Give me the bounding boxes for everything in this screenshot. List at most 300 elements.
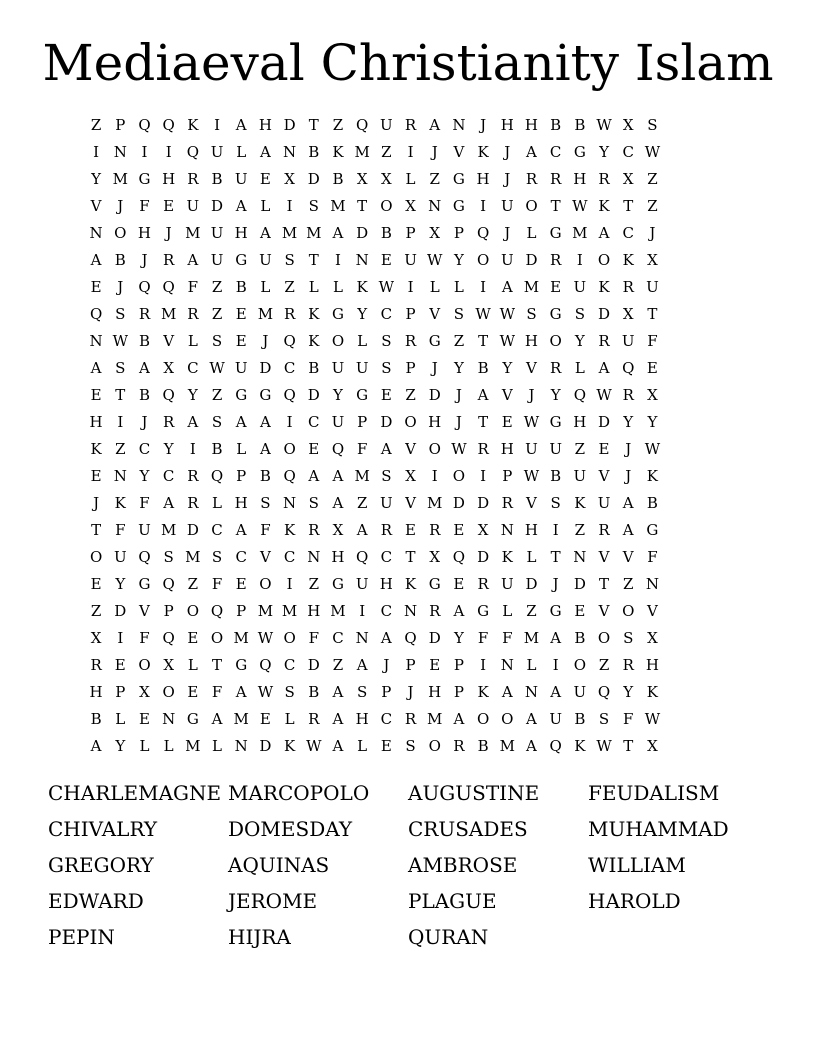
grid-letter[interactable]: C [162, 467, 175, 485]
grid-letter[interactable]: K [598, 197, 610, 215]
grid-letter[interactable]: Q [162, 386, 175, 404]
grid-letter[interactable]: M [281, 602, 298, 620]
grid-letter[interactable]: U [234, 170, 248, 188]
grid-letter[interactable]: Q [356, 116, 369, 134]
grid-letter[interactable]: I [407, 278, 414, 296]
grid-letter[interactable]: M [499, 737, 515, 755]
grid-letter[interactable]: M [427, 494, 443, 512]
grid-letter[interactable]: A [622, 494, 634, 512]
grid-letter[interactable]: W [378, 278, 395, 296]
grid-letter[interactable]: W [572, 197, 588, 215]
grid-letter[interactable]: J [117, 278, 124, 296]
grid-letter[interactable]: O [452, 467, 466, 485]
grid-letter[interactable]: R [380, 521, 392, 539]
grid-letter[interactable]: D [259, 359, 272, 377]
grid-letter[interactable]: Q [210, 467, 224, 485]
grid-letter[interactable]: U [549, 710, 562, 728]
grid-letter[interactable]: Y [599, 143, 609, 161]
grid-letter[interactable]: G [549, 602, 562, 620]
grid-letter[interactable]: U [646, 278, 659, 296]
grid-letter[interactable]: S [284, 683, 295, 701]
grid-letter[interactable]: M [233, 629, 249, 647]
grid-letter[interactable]: O [597, 629, 611, 647]
grid-letter[interactable]: C [235, 548, 247, 566]
grid-letter[interactable]: C [380, 548, 393, 566]
grid-letter[interactable]: I [480, 278, 487, 296]
grid-letter[interactable]: A [501, 278, 513, 296]
grid-letter[interactable]: Q [138, 116, 151, 134]
grid-letter[interactable]: F [647, 548, 658, 566]
grid-letter[interactable]: V [405, 440, 416, 458]
grid-letter[interactable]: T [550, 548, 561, 566]
grid-letter[interactable]: J [262, 332, 269, 350]
grid-letter[interactable]: H [500, 116, 514, 134]
grid-letter[interactable]: X [163, 656, 174, 674]
grid-letter[interactable]: S [453, 305, 465, 323]
grid-letter[interactable]: K [646, 467, 659, 485]
grid-letter[interactable]: F [260, 521, 271, 539]
grid-letter[interactable]: A [90, 359, 102, 377]
grid-letter[interactable]: C [622, 224, 634, 242]
grid-letter[interactable]: I [286, 575, 293, 593]
grid-letter[interactable]: N [113, 143, 127, 161]
grid-letter[interactable]: K [332, 143, 344, 161]
grid-letter[interactable]: S [211, 413, 223, 431]
grid-letter[interactable]: V [163, 332, 175, 350]
grid-letter[interactable]: Q [622, 359, 635, 377]
grid-letter[interactable]: S [163, 548, 174, 566]
grid-letter[interactable]: K [574, 737, 586, 755]
grid-letter[interactable]: X [405, 197, 416, 215]
grid-letter[interactable]: E [453, 521, 465, 539]
grid-letter[interactable]: S [115, 305, 126, 323]
grid-letter[interactable]: V [598, 602, 610, 620]
grid-letter[interactable]: M [330, 602, 346, 620]
grid-letter[interactable]: N [234, 737, 248, 755]
grid-letter[interactable]: E [90, 575, 102, 593]
grid-letter[interactable]: R [283, 305, 296, 323]
grid-letter[interactable]: K [477, 143, 489, 161]
grid-letter[interactable]: B [550, 467, 562, 485]
grid-letter[interactable]: R [138, 305, 151, 323]
grid-letter[interactable]: C [283, 656, 296, 674]
grid-letter[interactable]: N [500, 521, 514, 539]
grid-letter[interactable]: E [90, 467, 102, 485]
grid-letter[interactable]: N [500, 656, 514, 674]
grid-letter[interactable]: J [141, 413, 148, 431]
grid-letter[interactable]: R [308, 521, 320, 539]
grid-letter[interactable]: F [647, 332, 658, 350]
grid-letter[interactable]: X [405, 467, 416, 485]
grid-letter[interactable]: S [647, 116, 658, 134]
grid-letter[interactable]: F [308, 629, 319, 647]
grid-letter[interactable]: J [383, 656, 390, 674]
grid-letter[interactable]: H [500, 440, 514, 458]
grid-letter[interactable]: D [573, 575, 586, 593]
grid-letter[interactable]: S [623, 629, 634, 647]
grid-letter[interactable]: D [477, 548, 490, 566]
grid-letter[interactable]: H [524, 332, 539, 350]
grid-letter[interactable]: T [623, 197, 634, 215]
grid-letter[interactable]: W [306, 737, 322, 755]
grid-letter[interactable]: G [356, 386, 369, 404]
grid-letter[interactable]: J [117, 197, 124, 215]
grid-letter[interactable]: Z [90, 116, 102, 134]
grid-letter[interactable]: L [212, 494, 223, 512]
grid-letter[interactable]: H [258, 116, 272, 134]
grid-letter[interactable]: H [379, 575, 393, 593]
grid-letter[interactable]: U [259, 251, 272, 269]
grid-letter[interactable]: U [210, 143, 224, 161]
grid-letter[interactable]: A [501, 683, 513, 701]
grid-letter[interactable]: F [211, 575, 223, 593]
grid-letter[interactable]: X [647, 737, 658, 755]
grid-letter[interactable]: L [357, 737, 368, 755]
grid-letter[interactable]: N [452, 116, 466, 134]
grid-letter[interactable]: S [550, 494, 561, 512]
grid-letter[interactable]: I [431, 467, 438, 485]
grid-letter[interactable]: Q [356, 548, 369, 566]
grid-letter[interactable]: A [332, 737, 344, 755]
grid-letter[interactable]: P [405, 359, 416, 377]
grid-letter[interactable]: A [308, 467, 320, 485]
grid-letter[interactable]: E [598, 440, 610, 458]
grid-letter[interactable]: G [549, 305, 562, 323]
grid-letter[interactable]: B [574, 116, 586, 134]
grid-letter[interactable]: N [89, 332, 103, 350]
grid-letter[interactable]: T [212, 656, 223, 674]
grid-letter[interactable]: R [187, 494, 199, 512]
grid-letter[interactable]: Q [452, 548, 466, 566]
grid-letter[interactable]: V [526, 359, 537, 377]
grid-letter[interactable]: A [259, 413, 271, 431]
grid-letter[interactable]: U [186, 197, 200, 215]
grid-letter[interactable]: L [308, 278, 319, 296]
grid-letter[interactable]: O [476, 251, 490, 269]
grid-letter[interactable]: L [332, 278, 343, 296]
grid-letter[interactable]: E [138, 710, 150, 728]
grid-letter[interactable]: X [356, 170, 368, 188]
grid-letter[interactable]: W [209, 359, 225, 377]
grid-letter[interactable]: M [233, 710, 249, 728]
grid-letter[interactable]: H [355, 710, 369, 728]
grid-letter[interactable]: K [308, 305, 320, 323]
grid-letter[interactable]: H [331, 548, 345, 566]
grid-letter[interactable]: U [355, 575, 369, 593]
grid-letter[interactable]: W [499, 305, 515, 323]
grid-letter[interactable]: D [598, 413, 611, 431]
grid-letter[interactable]: D [428, 629, 441, 647]
grid-letter[interactable]: X [381, 170, 392, 188]
grid-letter[interactable]: Z [453, 332, 465, 350]
grid-letter[interactable]: G [138, 575, 151, 593]
grid-letter[interactable]: Q [283, 467, 296, 485]
grid-letter[interactable]: O [259, 575, 272, 593]
grid-letter[interactable]: D [259, 737, 272, 755]
grid-letter[interactable]: F [139, 197, 150, 215]
grid-letter[interactable]: X [284, 170, 295, 188]
grid-letter[interactable]: Z [574, 521, 586, 539]
grid-letter[interactable]: A [622, 521, 634, 539]
grid-letter[interactable]: C [283, 359, 296, 377]
grid-letter[interactable]: Q [162, 116, 175, 134]
grid-letter[interactable]: B [550, 116, 562, 134]
grid-letter[interactable]: A [526, 710, 537, 728]
grid-letter[interactable]: E [163, 197, 175, 215]
grid-letter[interactable]: R [90, 656, 102, 674]
grid-letter[interactable]: U [597, 494, 611, 512]
grid-letter[interactable]: X [429, 224, 441, 242]
grid-letter[interactable]: H [428, 413, 442, 431]
grid-letter[interactable]: E [380, 251, 392, 269]
grid-letter[interactable]: M [112, 170, 128, 188]
grid-letter[interactable]: Z [647, 197, 658, 215]
grid-letter[interactable]: B [477, 737, 489, 755]
grid-letter[interactable]: N [573, 548, 587, 566]
grid-letter[interactable]: Z [623, 575, 634, 593]
grid-letter[interactable]: A [429, 116, 441, 134]
grid-letter[interactable]: A [332, 683, 344, 701]
grid-letter[interactable]: M [160, 305, 177, 323]
grid-letter[interactable]: S [115, 359, 126, 377]
grid-letter[interactable]: Y [647, 413, 658, 431]
grid-letter[interactable]: Y [163, 440, 174, 458]
grid-letter[interactable]: M [354, 467, 370, 485]
grid-letter[interactable]: B [380, 224, 392, 242]
grid-letter[interactable]: H [89, 413, 103, 431]
grid-letter[interactable]: S [308, 494, 319, 512]
grid-letter[interactable]: P [357, 413, 368, 431]
grid-letter[interactable]: D [283, 116, 296, 134]
grid-letter[interactable]: R [525, 170, 538, 188]
grid-letter[interactable]: Z [356, 494, 368, 512]
grid-letter[interactable]: J [625, 467, 632, 485]
grid-letter[interactable]: Y [550, 386, 561, 404]
grid-letter[interactable]: V [139, 602, 150, 620]
grid-letter[interactable]: Y [139, 467, 150, 485]
grid-letter[interactable]: Q [283, 386, 296, 404]
grid-letter[interactable]: M [257, 305, 274, 323]
grid-letter[interactable]: T [91, 521, 102, 539]
grid-letter[interactable]: A [235, 197, 247, 215]
grid-letter[interactable]: Y [453, 359, 464, 377]
grid-letter[interactable]: X [477, 521, 489, 539]
grid-letter[interactable]: T [647, 305, 658, 323]
grid-letter[interactable]: S [381, 332, 392, 350]
grid-letter[interactable]: B [114, 251, 126, 269]
grid-letter[interactable]: F [115, 521, 126, 539]
grid-letter[interactable]: N [113, 467, 127, 485]
grid-letter[interactable]: I [576, 251, 583, 269]
grid-letter[interactable]: R [501, 494, 513, 512]
grid-letter[interactable]: E [187, 629, 199, 647]
grid-letter[interactable]: Y [357, 305, 368, 323]
grid-letter[interactable]: E [308, 440, 320, 458]
grid-letter[interactable]: Z [211, 278, 223, 296]
grid-letter[interactable]: J [165, 224, 172, 242]
grid-letter[interactable]: V [405, 494, 416, 512]
grid-letter[interactable]: O [622, 602, 635, 620]
grid-letter[interactable]: O [283, 629, 296, 647]
grid-letter[interactable]: C [187, 359, 199, 377]
grid-letter[interactable]: K [90, 440, 102, 458]
grid-letter[interactable]: W [112, 332, 128, 350]
grid-letter[interactable]: P [453, 224, 464, 242]
grid-letter[interactable]: S [381, 467, 392, 485]
grid-letter[interactable]: I [359, 602, 366, 620]
grid-letter[interactable]: F [139, 629, 150, 647]
grid-letter[interactable]: J [431, 359, 438, 377]
grid-letter[interactable]: B [259, 467, 271, 485]
grid-letter[interactable]: A [235, 521, 247, 539]
grid-letter[interactable]: L [260, 197, 271, 215]
grid-letter[interactable]: L [502, 602, 513, 620]
grid-letter[interactable]: Q [331, 440, 345, 458]
grid-letter[interactable]: E [90, 386, 102, 404]
grid-letter[interactable]: U [573, 467, 587, 485]
grid-letter[interactable]: L [429, 278, 440, 296]
grid-letter[interactable]: V [526, 494, 537, 512]
grid-letter[interactable]: X [647, 251, 658, 269]
grid-letter[interactable]: X [429, 548, 441, 566]
grid-letter[interactable]: M [427, 710, 443, 728]
grid-letter[interactable]: U [138, 521, 151, 539]
grid-letter[interactable]: D [525, 575, 538, 593]
grid-letter[interactable]: U [500, 197, 514, 215]
grid-letter[interactable]: M [160, 521, 177, 539]
grid-letter[interactable]: J [455, 386, 462, 404]
grid-letter[interactable]: R [187, 305, 199, 323]
grid-letter[interactable]: H [573, 413, 587, 431]
grid-letter[interactable]: F [139, 494, 150, 512]
grid-letter[interactable]: L [453, 278, 464, 296]
grid-letter[interactable]: O [476, 710, 490, 728]
grid-letter[interactable]: L [260, 278, 271, 296]
grid-letter[interactable]: H [162, 170, 176, 188]
grid-letter[interactable]: U [331, 413, 345, 431]
grid-letter[interactable]: S [260, 494, 271, 512]
grid-letter[interactable]: H [234, 494, 248, 512]
grid-letter[interactable]: X [163, 359, 174, 377]
grid-letter[interactable]: T [623, 737, 634, 755]
grid-letter[interactable]: R [308, 710, 320, 728]
grid-letter[interactable]: W [644, 710, 661, 728]
grid-letter[interactable]: U [380, 116, 393, 134]
grid-letter[interactable]: A [550, 683, 562, 701]
grid-letter[interactable]: D [186, 521, 199, 539]
grid-letter[interactable]: I [189, 440, 196, 458]
grid-letter[interactable]: U [210, 224, 224, 242]
grid-letter[interactable]: Q [210, 602, 224, 620]
grid-letter[interactable]: D [452, 494, 465, 512]
grid-letter[interactable]: Q [89, 305, 103, 323]
grid-letter[interactable]: R [622, 386, 634, 404]
grid-letter[interactable]: X [622, 170, 634, 188]
grid-letter[interactable]: L [236, 143, 247, 161]
grid-letter[interactable]: R [622, 656, 634, 674]
grid-letter[interactable]: C [622, 143, 634, 161]
grid-letter[interactable]: D [477, 494, 490, 512]
grid-letter[interactable]: E [235, 305, 247, 323]
grid-letter[interactable]: M [185, 548, 201, 566]
grid-letter[interactable]: Y [333, 386, 343, 404]
grid-letter[interactable]: D [598, 305, 611, 323]
grid-letter[interactable]: I [286, 413, 293, 431]
grid-letter[interactable]: O [573, 656, 586, 674]
grid-letter[interactable]: T [478, 332, 489, 350]
grid-letter[interactable]: A [259, 440, 271, 458]
grid-letter[interactable]: J [625, 440, 632, 458]
grid-letter[interactable]: H [307, 602, 321, 620]
grid-letter[interactable]: N [283, 494, 297, 512]
grid-letter[interactable]: B [308, 683, 320, 701]
grid-letter[interactable]: N [283, 143, 297, 161]
grid-letter[interactable]: Y [623, 683, 634, 701]
grid-letter[interactable]: O [138, 656, 151, 674]
grid-letter[interactable]: F [477, 629, 489, 647]
grid-letter[interactable]: T [115, 386, 126, 404]
grid-letter[interactable]: T [599, 575, 610, 593]
grid-letter[interactable]: K [622, 251, 634, 269]
grid-letter[interactable]: I [407, 143, 414, 161]
grid-letter[interactable]: G [646, 521, 659, 539]
grid-letter[interactable]: A [550, 629, 562, 647]
grid-letter[interactable]: O [501, 710, 514, 728]
grid-letter[interactable]: G [428, 575, 441, 593]
grid-letter[interactable]: B [646, 494, 658, 512]
grid-letter[interactable]: W [523, 413, 540, 431]
grid-letter[interactable]: C [380, 710, 393, 728]
grid-letter[interactable]: I [480, 197, 487, 215]
grid-letter[interactable]: O [186, 602, 199, 620]
grid-letter[interactable]: J [504, 224, 511, 242]
grid-letter[interactable]: S [574, 305, 585, 323]
grid-letter[interactable]: R [598, 521, 610, 539]
grid-letter[interactable]: M [523, 629, 540, 647]
grid-letter[interactable]: L [236, 440, 247, 458]
grid-letter[interactable]: K [404, 575, 417, 593]
grid-letter[interactable]: A [163, 494, 175, 512]
grid-letter[interactable]: A [90, 737, 102, 755]
grid-letter[interactable]: A [356, 656, 368, 674]
grid-letter[interactable]: S [405, 737, 416, 755]
grid-letter[interactable]: J [455, 413, 462, 431]
grid-letter[interactable]: E [90, 278, 102, 296]
grid-letter[interactable]: O [283, 440, 296, 458]
grid-letter[interactable]: C [211, 521, 223, 539]
grid-letter[interactable]: O [428, 737, 441, 755]
grid-letter[interactable]: D [380, 413, 393, 431]
grid-letter[interactable]: Q [476, 224, 490, 242]
grid-letter[interactable]: Z [211, 386, 223, 404]
grid-letter[interactable]: K [356, 278, 368, 296]
grid-letter[interactable]: Y [187, 386, 198, 404]
grid-letter[interactable]: E [235, 575, 247, 593]
grid-letter[interactable]: E [501, 413, 513, 431]
grid-letter[interactable]: Q [162, 629, 175, 647]
grid-letter[interactable]: D [307, 656, 320, 674]
grid-letter[interactable]: E [550, 278, 562, 296]
grid-letter[interactable]: U [113, 548, 127, 566]
grid-letter[interactable]: W [451, 440, 467, 458]
grid-letter[interactable]: B [477, 359, 489, 377]
grid-letter[interactable]: G [331, 575, 344, 593]
grid-letter[interactable]: B [308, 359, 320, 377]
grid-letter[interactable]: G [331, 305, 344, 323]
grid-letter[interactable]: Y [453, 251, 464, 269]
grid-letter[interactable]: B [90, 710, 102, 728]
grid-letter[interactable]: H [524, 116, 539, 134]
